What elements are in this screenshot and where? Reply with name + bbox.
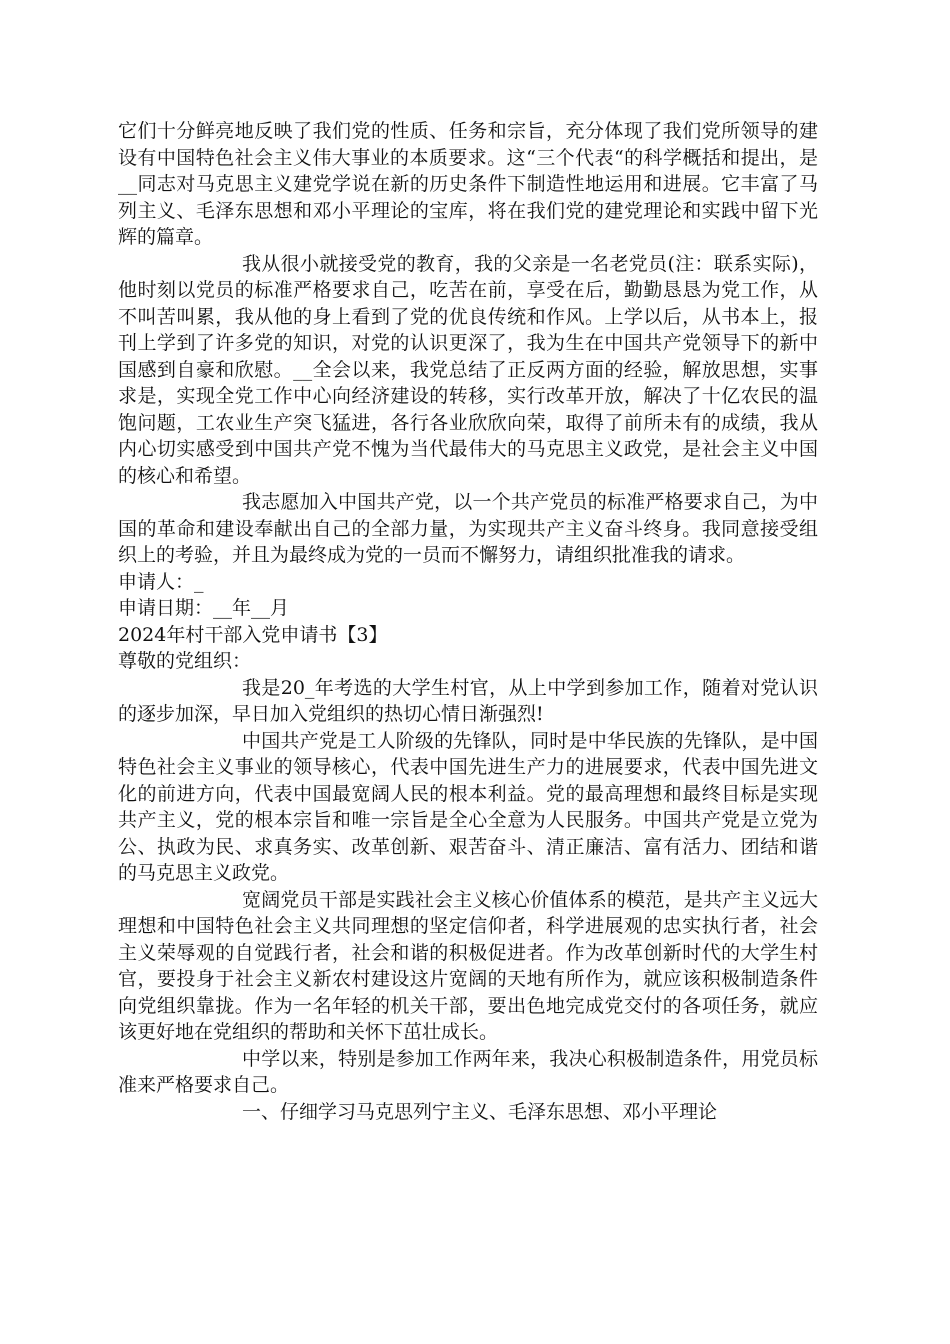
section-title: 2024年村干部入党申请书【3】 xyxy=(118,623,388,646)
salutation: 尊敬的党组织： xyxy=(118,650,252,672)
document-page xyxy=(118,118,818,1125)
paragraph-5: 中国共产党是工人阶级的先锋队，同时是中华民族的先锋队，是中国特色社会主义事业的领导核心，代表中国先进生产力的进展要求，代表中国先进文化的前进方向，代表中国最宽阔人民的根本利益。党的最高理想和最终目标是实现共产主义，党的根本宗旨和唯一宗旨是全心全意为人民服务。中国共产党是立党为公、执政为民、求真务实、改革创新、艰苦奋斗、清正廉洁、富有活力、团结和谐的马克思主义政党。 xyxy=(118,729,818,884)
paragraph-6: 宽阔党员干部是实践社会主义核心价值体系的模范，是共产主义远大理想和中国特色社会主义共同理想的坚定信仰者，科学进展观的忠实执行者，社会主义荣辱观的自觉践行者，社会和谐的积极促进者。作为改革创新时代的大学生村官，要投身于社会主义新农村建设这片宽阔的天地有所作为，就应该积极制造条件向党组织靠拢。作为一名年轻的机关干部，要出色地完成党交付的各项任务，就应该更好地在党组织的帮助和关怀下茁壮成长。 xyxy=(118,888,818,1043)
applicant-line: 申请人：_ xyxy=(118,570,204,593)
paragraph-4: 我是20_年考选的大学生村官，从上中学到参加工作，随着对党认识的逐步加深，早日加入党组织的热切心情日渐强烈! xyxy=(118,676,818,725)
paragraph-2: 我从很小就接受党的教育，我的父亲是一名老党员(注：联系实际)，他时刻以党员的标准严格要求自己，吃苦在前，享受在后，勤勤恳恳为党工作，从不叫苦叫累，我从他的身上看到了党的优良传统和作风。上学以后，从书本上，报刊上学到了许多党的知识，对党的认识更深了，我为生在中国共产党领导下的新中国感到自豪和欣慰。__全会以来，我党总结了正反两方面的经验，解放思想，实事求是，实现全党工作中心向经济建设的转移，实行改革开放，解决了十亿农民的温饱问题，工农业生产突飞猛进，各行各业欣欣向荣，取得了前所未有的成绩，我从内心切实感受到中国共产党不愧为当代最伟大的马克思主义政党，是社会主义中国的核心和希望。 xyxy=(118,252,818,487)
paragraph-3: 我志愿加入中国共产党，以一个共产党员的标准严格要求自己，为中国的革命和建设奉献出自己的全部力量，为实现共产主义奋斗终身。我同意接受组织上的考验，并且为最终成为党的一员而不懈努力，请组织批准我的请求。 xyxy=(118,491,818,566)
paragraph-7: 中学以来，特别是参加工作两年来，我决心积极制造条件，用党员标准来严格要求自己。 xyxy=(118,1047,818,1096)
date-line: 申请日期：__年__月 xyxy=(118,597,290,619)
paragraph-8: 一、仔细学习马克思列宁主义、毛泽东思想、邓小平理论 xyxy=(242,1100,718,1123)
paragraph-1: 它们十分鲜亮地反映了我们党的性质、任务和宗旨，充分体现了我们党所领导的建设有中国特色社会主义伟大事业的本质要求。这“三个代表“的科学概括和提出，是__同志对马克思主义建党学说在新的历史条件下制造性地运用和进展。它丰富了马列主义、毛泽东思想和邓小平理论的宝库，将在我们党的建党理论和实践中留下光辉的篇章。 xyxy=(118,120,818,248)
